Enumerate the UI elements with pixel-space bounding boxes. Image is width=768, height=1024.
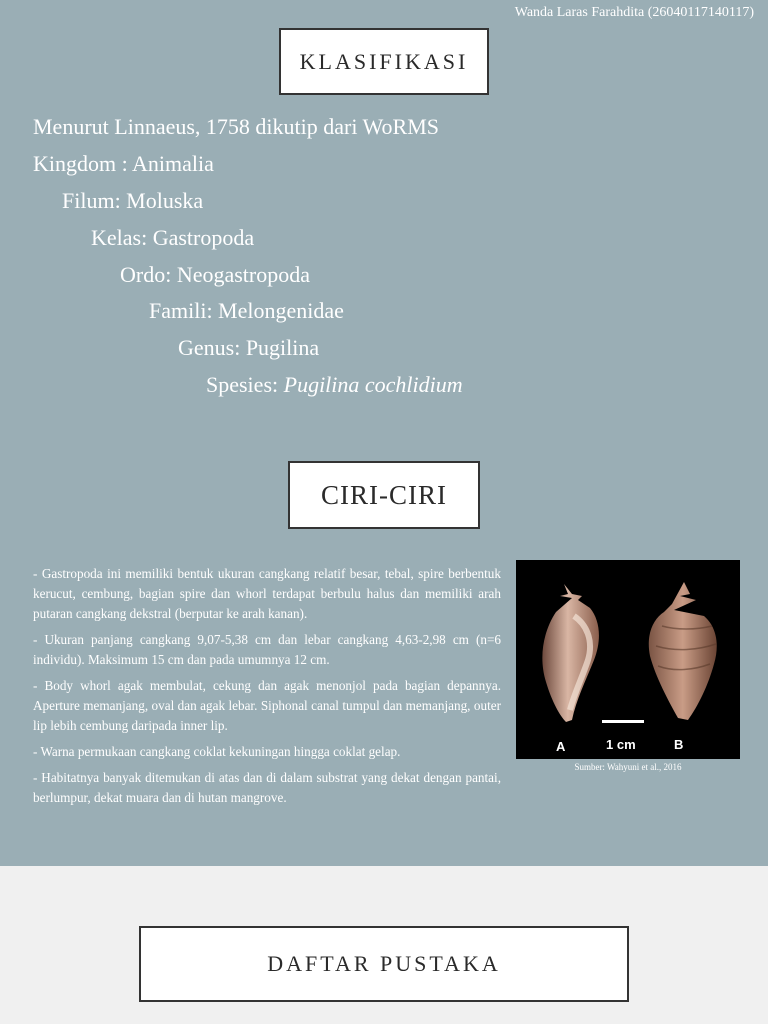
shell-photo: [516, 560, 740, 759]
taxonomy-filum: Filum: Moluska: [62, 188, 204, 213]
taxonomy-spesies: [206, 372, 463, 398]
taxonomy-genus: Genus: Pugilina: [178, 335, 320, 360]
shell-a: [542, 584, 599, 722]
taxonomy-famili: Famili: Melongenidae: [149, 298, 344, 323]
taxonomy-ordo: Ordo: Neogastropoda: [120, 262, 311, 287]
shell-illustration: [516, 560, 740, 759]
spesies-name: Pugilina cochlidium: [283, 372, 463, 397]
ciri-item: - Body whorl agak membulat, cekung dan agak menonjol pada bagian depannya. Aperture memanjang, oval dan agak lebar. Siphonal canal tumpul dan memanjang, outer lip lebih cembung daripada inner lip.: [33, 678, 501, 733]
daftar-pustaka-button[interactable]: DAFTAR PUSTAKA: [139, 926, 629, 1002]
scale-bar: [602, 720, 644, 723]
taxonomy-kelas: Kelas: Gastropoda: [91, 225, 255, 250]
taxonomy-source: Menurut Linnaeus, 1758 dikutip dari WoRMS: [33, 114, 440, 139]
taxonomy-kingdom: Kingdom : Animalia: [33, 151, 214, 176]
label-scale: 1 cm: [606, 737, 636, 752]
ciri-item: - Gastropoda ini memiliki bentuk ukuran cangkang relatif besar, tebal, spire berbentuk kerucut, cembung, bagian spire dan whorl terdapat berbulu halus dan memiliki arah putaran cangkang dekstral (berputar ke arah kanan).: [33, 566, 501, 621]
ciri-item: - Warna permukaan cangkang coklat kekuningan hingga coklat gelap.: [33, 744, 401, 759]
spesies-label: Spesies:: [206, 372, 284, 397]
photo-caption: Sumber: Wahyuni et al., 2016: [574, 762, 682, 772]
ciri-ciri-description: [33, 564, 501, 814]
label-a: A: [556, 739, 566, 754]
author-credit: Wanda Laras Farahdita (26040117140117): [514, 5, 754, 20]
ciri-item: - Habitatnya banyak ditemukan di atas dan di dalam substrat yang dekat dengan pantai, berlumpur, dekat muara dan di hutan mangrove.: [33, 770, 501, 805]
klasifikasi-heading: KLASIFIKASI: [279, 28, 489, 95]
label-b: B: [674, 737, 684, 752]
shell-b: [649, 582, 717, 720]
ciri-ciri-heading: CIRI-CIRI: [288, 461, 480, 529]
ciri-item: - Ukuran panjang cangkang 9,07-5,38 cm dan lebar cangkang 4,63-2,98 cm (n=6 individu). Maksimum 15 cm dan pada umumnya 12 cm.: [33, 632, 501, 667]
